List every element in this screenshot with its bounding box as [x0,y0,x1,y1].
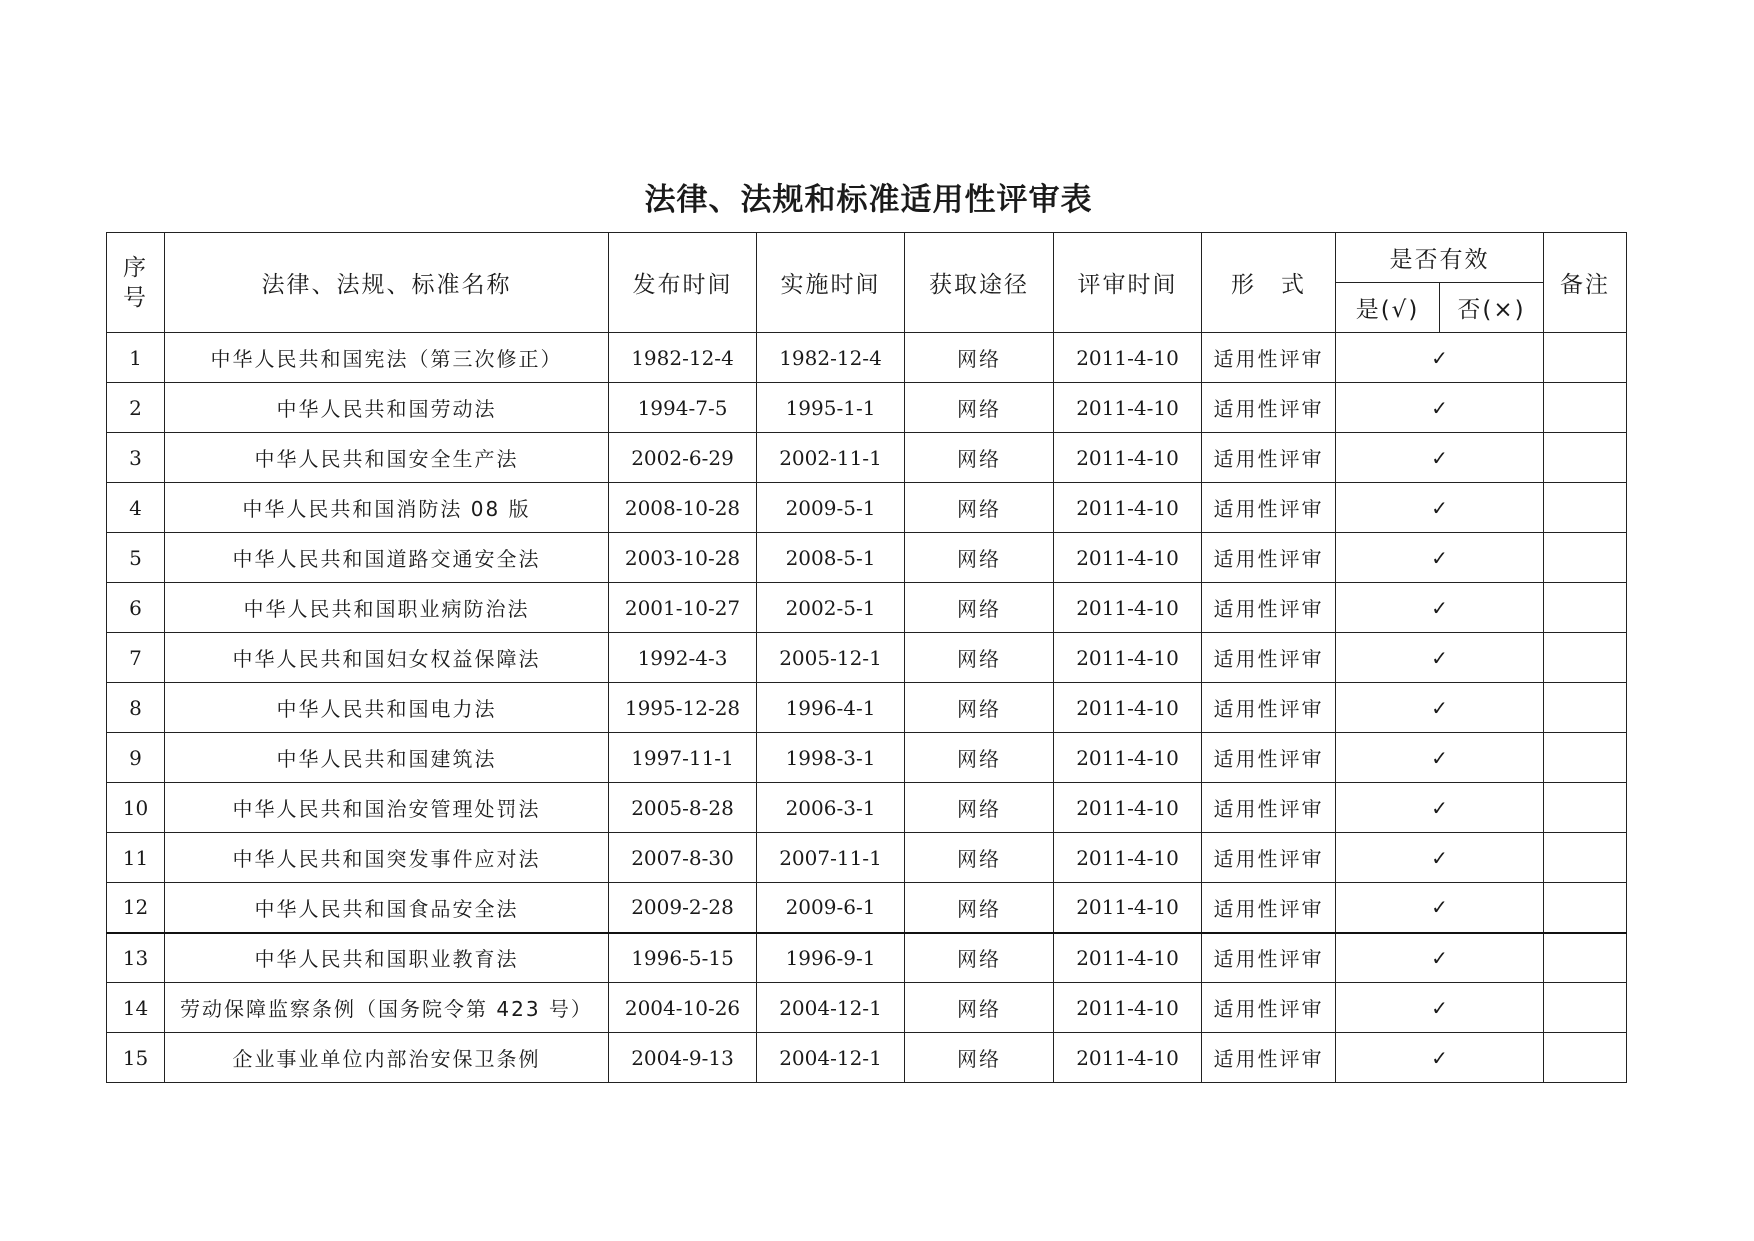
row-review-date-cell: 2011-4-10 [1054,633,1202,683]
row-valid-check-cell: ✓ [1336,833,1544,883]
table-body [107,333,1627,1083]
row-source-cell: 网络 [905,933,1054,983]
row-seq-cell: 2 [107,383,165,433]
row-valid-check-cell: ✓ [1336,433,1544,483]
row-form-cell: 适用性评审 [1202,783,1336,833]
header-name: 法律、法规、标准名称 [165,233,609,333]
row-valid-check-cell: ✓ [1336,783,1544,833]
table-row [107,733,1627,783]
row-source-cell: 网络 [905,1033,1054,1083]
row-publish-date-cell: 2005-8-28 [609,783,757,833]
row-form-cell: 适用性评审 [1202,1033,1336,1083]
row-valid-check-cell: ✓ [1336,483,1544,533]
row-seq-cell: 15 [107,1033,165,1083]
row-form-cell: 适用性评审 [1202,683,1336,733]
table-row [107,933,1627,983]
header-seq [107,233,165,333]
row-publish-date-cell: 1996-5-15 [609,933,757,983]
header-valid: 是否有效 [1336,233,1544,283]
row-review-date-cell: 2011-4-10 [1054,883,1202,933]
table-row [107,533,1627,583]
row-review-date-cell: 2011-4-10 [1054,583,1202,633]
row-name-cell: 劳动保障监察条例（国务院令第 423 号） [165,983,609,1033]
row-publish-date-cell: 2009-2-28 [609,883,757,933]
row-remark-cell [1544,383,1627,433]
row-name-cell: 中华人民共和国道路交通安全法 [165,533,609,583]
row-source-cell: 网络 [905,533,1054,583]
row-name-cell: 中华人民共和国劳动法 [165,383,609,433]
row-effective-date-cell: 2002-11-1 [757,433,905,483]
row-review-date-cell: 2011-4-10 [1054,433,1202,483]
row-review-date-cell: 2011-4-10 [1054,1033,1202,1083]
row-review-date-cell: 2011-4-10 [1054,983,1202,1033]
row-review-date-cell: 2011-4-10 [1054,933,1202,983]
row-valid-check-cell: ✓ [1336,383,1544,433]
row-form-cell: 适用性评审 [1202,883,1336,933]
table-row [107,433,1627,483]
row-effective-date-cell: 2009-6-1 [757,883,905,933]
row-valid-check-cell: ✓ [1336,533,1544,583]
page-title: 法律、法规和标准适用性评审表 [644,182,1093,218]
row-valid-check-cell: ✓ [1336,633,1544,683]
row-effective-date-cell: 2004-12-1 [757,983,905,1033]
table-row [107,883,1627,933]
row-remark-cell [1544,933,1627,983]
table-row [107,833,1627,883]
header-form: 形 式 [1202,233,1336,333]
row-publish-date-cell: 1994-7-5 [609,383,757,433]
row-remark-cell [1544,633,1627,683]
table-row [107,333,1627,383]
row-remark-cell [1544,983,1627,1033]
row-publish-date-cell: 2003-10-28 [609,533,757,583]
row-remark-cell [1544,683,1627,733]
row-seq-cell: 11 [107,833,165,883]
row-effective-date-cell: 1998-3-1 [757,733,905,783]
row-effective-date-cell: 2005-12-1 [757,633,905,683]
row-valid-check-cell: ✓ [1336,583,1544,633]
row-form-cell: 适用性评审 [1202,533,1336,583]
header-valid-no: 否(×) [1440,283,1544,333]
row-source-cell: 网络 [905,633,1054,683]
header-review: 评审时间 [1054,233,1202,333]
row-seq-cell: 3 [107,433,165,483]
table-row [107,483,1627,533]
table-row [107,383,1627,433]
row-source-cell: 网络 [905,483,1054,533]
row-review-date-cell: 2011-4-10 [1054,733,1202,783]
review-table [106,232,1627,1083]
row-seq-cell: 5 [107,533,165,583]
row-effective-date-cell: 1996-4-1 [757,683,905,733]
row-form-cell: 适用性评审 [1202,633,1336,683]
row-review-date-cell: 2011-4-10 [1054,383,1202,433]
row-name-cell: 中华人民共和国食品安全法 [165,883,609,933]
row-effective-date-cell: 1996-9-1 [757,933,905,983]
row-publish-date-cell: 2008-10-28 [609,483,757,533]
row-remark-cell [1544,333,1627,383]
header-remark: 备注 [1544,233,1627,333]
row-publish-date-cell: 1995-12-28 [609,683,757,733]
row-name-cell: 中华人民共和国突发事件应对法 [165,833,609,883]
row-valid-check-cell: ✓ [1336,733,1544,783]
header-seq-label: 序 号 [123,254,148,311]
row-review-date-cell: 2011-4-10 [1054,483,1202,533]
row-valid-check-cell: ✓ [1336,933,1544,983]
row-source-cell: 网络 [905,583,1054,633]
header-source: 获取途径 [905,233,1054,333]
row-remark-cell [1544,483,1627,533]
table-row [107,683,1627,733]
row-effective-date-cell: 2004-12-1 [757,1033,905,1083]
row-form-cell: 适用性评审 [1202,483,1336,533]
row-remark-cell [1544,783,1627,833]
table-header [107,233,1627,333]
row-form-cell: 适用性评审 [1202,733,1336,783]
row-seq-cell: 12 [107,883,165,933]
row-effective-date-cell: 2006-3-1 [757,783,905,833]
row-seq-cell: 4 [107,483,165,533]
row-effective-date-cell: 2002-5-1 [757,583,905,633]
row-form-cell: 适用性评审 [1202,583,1336,633]
row-remark-cell [1544,733,1627,783]
row-valid-check-cell: ✓ [1336,333,1544,383]
row-name-cell: 中华人民共和国电力法 [165,683,609,733]
row-name-cell: 中华人民共和国职业教育法 [165,933,609,983]
row-source-cell: 网络 [905,733,1054,783]
header-valid-yes: 是(√) [1336,283,1440,333]
row-name-cell: 企业事业单位内部治安保卫条例 [165,1033,609,1083]
row-valid-check-cell: ✓ [1336,683,1544,733]
row-effective-date-cell: 2009-5-1 [757,483,905,533]
row-publish-date-cell: 1982-12-4 [609,333,757,383]
row-seq-cell: 6 [107,583,165,633]
row-remark-cell [1544,1033,1627,1083]
row-valid-check-cell: ✓ [1336,883,1544,933]
row-remark-cell [1544,433,1627,483]
table-row [107,983,1627,1033]
row-valid-check-cell: ✓ [1336,983,1544,1033]
row-form-cell: 适用性评审 [1202,833,1336,883]
row-name-cell: 中华人民共和国安全生产法 [165,433,609,483]
row-seq-cell: 9 [107,733,165,783]
row-source-cell: 网络 [905,983,1054,1033]
row-name-cell: 中华人民共和国宪法（第三次修正） [165,333,609,383]
row-name-cell: 中华人民共和国妇女权益保障法 [165,633,609,683]
row-publish-date-cell: 2007-8-30 [609,833,757,883]
table-row [107,1033,1627,1083]
row-review-date-cell: 2011-4-10 [1054,833,1202,883]
table-row [107,583,1627,633]
row-valid-check-cell: ✓ [1336,1033,1544,1083]
row-source-cell: 网络 [905,383,1054,433]
row-source-cell: 网络 [905,783,1054,833]
row-seq-cell: 1 [107,333,165,383]
row-remark-cell [1544,833,1627,883]
row-review-date-cell: 2011-4-10 [1054,683,1202,733]
row-form-cell: 适用性评审 [1202,933,1336,983]
header-publish: 发布时间 [609,233,757,333]
row-name-cell: 中华人民共和国职业病防治法 [165,583,609,633]
row-form-cell: 适用性评审 [1202,333,1336,383]
row-form-cell: 适用性评审 [1202,433,1336,483]
row-remark-cell [1544,583,1627,633]
row-effective-date-cell: 2008-5-1 [757,533,905,583]
row-publish-date-cell: 1997-11-1 [609,733,757,783]
row-remark-cell [1544,533,1627,583]
row-seq-cell: 7 [107,633,165,683]
row-name-cell: 中华人民共和国建筑法 [165,733,609,783]
row-publish-date-cell: 2002-6-29 [609,433,757,483]
row-publish-date-cell: 2004-10-26 [609,983,757,1033]
row-effective-date-cell: 1982-12-4 [757,333,905,383]
row-source-cell: 网络 [905,333,1054,383]
row-review-date-cell: 2011-4-10 [1054,783,1202,833]
row-seq-cell: 10 [107,783,165,833]
row-seq-cell: 14 [107,983,165,1033]
row-review-date-cell: 2011-4-10 [1054,333,1202,383]
row-form-cell: 适用性评审 [1202,383,1336,433]
header-effective: 实施时间 [757,233,905,333]
row-publish-date-cell: 1992-4-3 [609,633,757,683]
row-effective-date-cell: 1995-1-1 [757,383,905,433]
row-seq-cell: 8 [107,683,165,733]
row-source-cell: 网络 [905,433,1054,483]
row-remark-cell [1544,883,1627,933]
row-effective-date-cell: 2007-11-1 [757,833,905,883]
row-review-date-cell: 2011-4-10 [1054,533,1202,583]
row-publish-date-cell: 2001-10-27 [609,583,757,633]
table-row [107,783,1627,833]
row-source-cell: 网络 [905,883,1054,933]
row-seq-cell: 13 [107,933,165,983]
row-name-cell: 中华人民共和国消防法 08 版 [165,483,609,533]
table-row [107,633,1627,683]
row-name-cell: 中华人民共和国治安管理处罚法 [165,783,609,833]
row-form-cell: 适用性评审 [1202,983,1336,1033]
row-source-cell: 网络 [905,833,1054,883]
row-publish-date-cell: 2004-9-13 [609,1033,757,1083]
row-source-cell: 网络 [905,683,1054,733]
